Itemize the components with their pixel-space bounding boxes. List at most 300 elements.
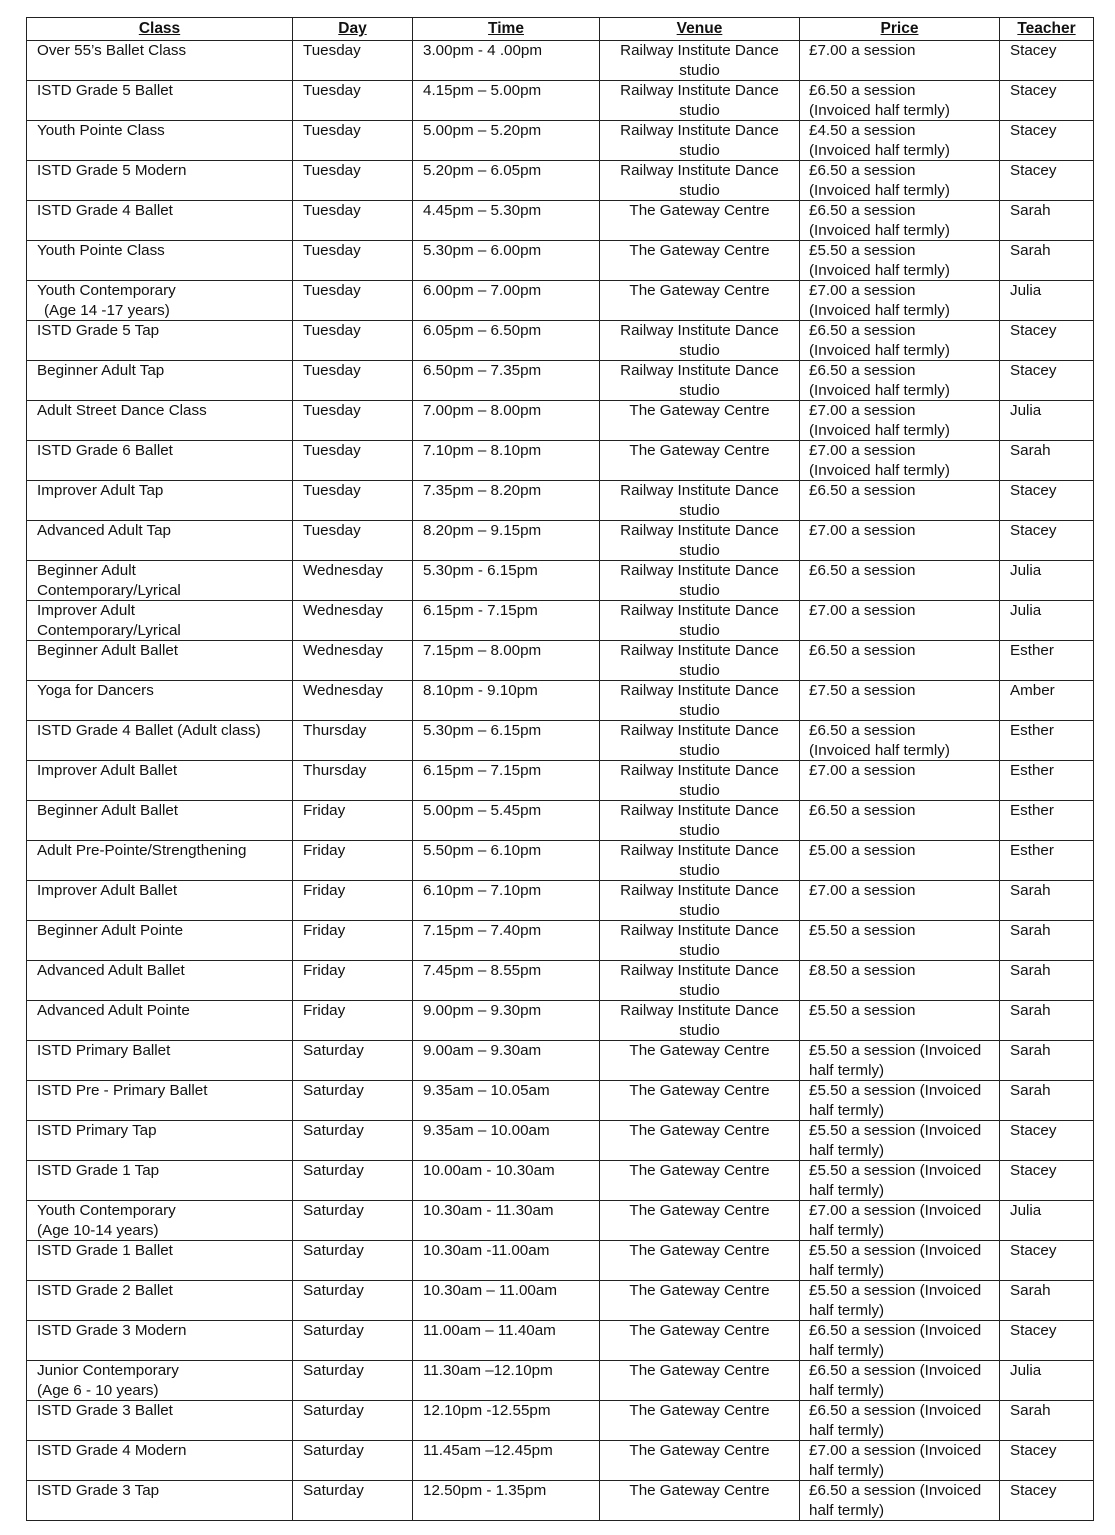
- time-cell: 5.50pm – 6.10pm: [413, 841, 600, 881]
- teacher-cell: Stacey: [1000, 361, 1094, 401]
- price-cell: [800, 481, 1000, 521]
- table-row: [27, 601, 1094, 641]
- price-cell: [800, 601, 1000, 641]
- price-cell-line: half termly): [809, 1221, 885, 1239]
- class-cell: [27, 401, 293, 441]
- venue-cell: [600, 961, 800, 1001]
- venue-cell-line: studio: [679, 101, 720, 119]
- header-time: Time: [413, 18, 600, 41]
- price-cell-line: £7.00 a session: [809, 762, 916, 779]
- day-cell: Wednesday: [293, 641, 413, 681]
- day-cell: Friday: [293, 1001, 413, 1041]
- class-cell-line: Youth Pointe Class: [37, 122, 165, 139]
- table-row: [27, 201, 1094, 241]
- teacher-cell: Esther: [1000, 761, 1094, 801]
- class-cell: [27, 801, 293, 841]
- class-cell-line: Improver Adult Ballet: [37, 762, 178, 779]
- time-cell: 9.00am – 9.30am: [413, 1041, 600, 1081]
- price-cell-line: (Invoiced half termly): [809, 741, 950, 759]
- class-cell-line: ISTD Grade 3 Modern: [37, 1322, 187, 1339]
- venue-cell: [600, 681, 800, 721]
- venue-cell-line: The Gateway Centre: [629, 242, 770, 259]
- day-cell: Tuesday: [293, 241, 413, 281]
- teacher-cell: Stacey: [1000, 1321, 1094, 1361]
- time-cell: 7.00pm – 8.00pm: [413, 401, 600, 441]
- table-row: [27, 41, 1094, 81]
- price-cell-line: £7.00 a session: [809, 442, 916, 459]
- venue-cell-line: The Gateway Centre: [629, 1042, 770, 1059]
- class-cell-line: ISTD Primary Tap: [37, 1122, 157, 1139]
- venue-cell: [600, 1441, 800, 1481]
- venue-cell: [600, 361, 800, 401]
- teacher-cell: Sarah: [1000, 1401, 1094, 1441]
- time-cell: 5.30pm - 6.15pm: [413, 561, 600, 601]
- venue-cell-line: Railway Institute Dance: [620, 762, 779, 779]
- venue-cell-line: Railway Institute Dance: [620, 562, 779, 579]
- class-cell-line: Contemporary/Lyrical: [37, 581, 181, 599]
- class-cell-line: (Age 6 - 10 years): [37, 1381, 159, 1399]
- venue-cell-line: The Gateway Centre: [629, 1362, 770, 1379]
- price-cell: [800, 201, 1000, 241]
- venue-cell-line: studio: [679, 61, 720, 79]
- table-row: [27, 241, 1094, 281]
- venue-cell-line: studio: [679, 941, 720, 959]
- table-row: [27, 1321, 1094, 1361]
- day-cell: Friday: [293, 961, 413, 1001]
- time-cell: 12.50pm - 1.35pm: [413, 1481, 600, 1521]
- price-cell-line: £5.50 a session: [809, 242, 916, 259]
- class-cell-line: Yoga for Dancers: [37, 682, 154, 699]
- price-cell-line: £7.00 a session: [809, 42, 916, 59]
- day-cell: Tuesday: [293, 41, 413, 81]
- class-cell-line: ISTD Grade 1 Tap: [37, 1162, 160, 1179]
- class-cell-line: Youth Contemporary: [37, 1202, 176, 1219]
- day-cell: Tuesday: [293, 521, 413, 561]
- price-cell: [800, 761, 1000, 801]
- day-cell: Thursday: [293, 761, 413, 801]
- teacher-cell: Sarah: [1000, 961, 1094, 1001]
- price-cell: [800, 521, 1000, 561]
- price-cell-line: (Invoiced half termly): [809, 381, 950, 399]
- time-cell: 4.15pm – 5.00pm: [413, 81, 600, 121]
- teacher-cell: Esther: [1000, 641, 1094, 681]
- day-cell: Saturday: [293, 1281, 413, 1321]
- venue-cell: [600, 201, 800, 241]
- price-cell: [800, 801, 1000, 841]
- venue-cell-line: The Gateway Centre: [629, 1122, 770, 1139]
- class-cell-line: (Age 14 -17 years): [44, 301, 170, 319]
- price-cell: [800, 361, 1000, 401]
- class-cell-line: Contemporary/Lyrical: [37, 621, 181, 639]
- header-teacher: Teacher: [1000, 18, 1094, 41]
- price-cell-line: half termly): [809, 1381, 885, 1399]
- table-row: [27, 361, 1094, 401]
- class-cell: [27, 241, 293, 281]
- teacher-cell: Julia: [1000, 401, 1094, 441]
- venue-cell: [600, 81, 800, 121]
- time-cell: 5.30pm – 6.00pm: [413, 241, 600, 281]
- day-cell: Saturday: [293, 1201, 413, 1241]
- day-cell: Friday: [293, 841, 413, 881]
- price-cell-line: £7.00 a session: [809, 602, 916, 619]
- venue-cell: [600, 1041, 800, 1081]
- table-row: [27, 1481, 1094, 1521]
- venue-cell: [600, 161, 800, 201]
- class-cell: [27, 521, 293, 561]
- price-cell-line: (Invoiced half termly): [809, 101, 950, 119]
- venue-cell-line: studio: [679, 901, 720, 919]
- teacher-cell: Stacey: [1000, 121, 1094, 161]
- class-cell: [27, 121, 293, 161]
- time-cell: 10.00am - 10.30am: [413, 1161, 600, 1201]
- venue-cell-line: Railway Institute Dance: [620, 922, 779, 939]
- venue-cell-line: studio: [679, 981, 720, 999]
- venue-cell: [600, 521, 800, 561]
- price-cell-line: half termly): [809, 1341, 885, 1359]
- table-row: [27, 481, 1094, 521]
- day-cell: Tuesday: [293, 121, 413, 161]
- day-cell: Wednesday: [293, 561, 413, 601]
- price-cell: [800, 121, 1000, 161]
- venue-cell-line: studio: [679, 861, 720, 879]
- class-cell-line: (Age 10-14 years): [37, 1221, 159, 1239]
- price-cell-line: £5.00 a session: [809, 842, 916, 859]
- table-row: [27, 961, 1094, 1001]
- teacher-cell: Stacey: [1000, 1441, 1094, 1481]
- teacher-cell: Stacey: [1000, 1481, 1094, 1521]
- teacher-cell: Sarah: [1000, 1041, 1094, 1081]
- class-cell: [27, 681, 293, 721]
- price-cell-line: £8.50 a session: [809, 962, 916, 979]
- header-class: Class: [27, 18, 293, 41]
- venue-cell-line: The Gateway Centre: [629, 1202, 770, 1219]
- class-cell-line: Youth Pointe Class: [37, 242, 165, 259]
- price-cell-line: £5.50 a session (Invoiced: [809, 1162, 982, 1179]
- price-cell-line: £7.00 a session: [809, 282, 916, 299]
- day-cell: Tuesday: [293, 481, 413, 521]
- table-row: [27, 1201, 1094, 1241]
- table-row: [27, 281, 1094, 321]
- price-cell: [800, 441, 1000, 481]
- price-cell: [800, 841, 1000, 881]
- class-cell: [27, 1121, 293, 1161]
- venue-cell-line: Railway Institute Dance: [620, 82, 779, 99]
- day-cell: Tuesday: [293, 161, 413, 201]
- venue-cell: [600, 441, 800, 481]
- price-cell: [800, 1481, 1000, 1521]
- price-cell-line: £6.50 a session (Invoiced: [809, 1482, 982, 1499]
- day-cell: Saturday: [293, 1241, 413, 1281]
- teacher-cell: Sarah: [1000, 1281, 1094, 1321]
- table-row: [27, 1241, 1094, 1281]
- venue-cell: [600, 1481, 800, 1521]
- class-cell-line: ISTD Grade 3 Ballet: [37, 1402, 173, 1419]
- venue-cell-line: The Gateway Centre: [629, 202, 770, 219]
- price-cell: [800, 641, 1000, 681]
- class-cell: [27, 1481, 293, 1521]
- header-day: Day: [293, 18, 413, 41]
- venue-cell-line: Railway Institute Dance: [620, 682, 779, 699]
- class-cell-line: Over 55’s Ballet Class: [37, 42, 187, 59]
- venue-cell-line: studio: [679, 781, 720, 799]
- teacher-cell: Esther: [1000, 721, 1094, 761]
- time-cell: 10.30am – 11.00am: [413, 1281, 600, 1321]
- venue-cell-line: studio: [679, 541, 720, 559]
- table-row: [27, 441, 1094, 481]
- time-cell: 5.00pm – 5.45pm: [413, 801, 600, 841]
- table-row: [27, 1361, 1094, 1401]
- price-cell-line: £6.50 a session: [809, 202, 916, 219]
- teacher-cell: Sarah: [1000, 881, 1094, 921]
- class-cell: [27, 441, 293, 481]
- venue-cell: [600, 1241, 800, 1281]
- class-cell: [27, 561, 293, 601]
- table-row: [27, 1001, 1094, 1041]
- table-row: [27, 561, 1094, 601]
- teacher-cell: Amber: [1000, 681, 1094, 721]
- venue-cell: [600, 921, 800, 961]
- teacher-cell: Esther: [1000, 801, 1094, 841]
- venue-cell: [600, 401, 800, 441]
- table-row: [27, 161, 1094, 201]
- teacher-cell: Sarah: [1000, 201, 1094, 241]
- venue-cell-line: studio: [679, 141, 720, 159]
- price-cell-line: (Invoiced half termly): [809, 341, 950, 359]
- teacher-cell: Sarah: [1000, 241, 1094, 281]
- price-cell: [800, 1281, 1000, 1321]
- venue-cell: [600, 601, 800, 641]
- class-cell-line: ISTD Pre - Primary Ballet: [37, 1082, 208, 1099]
- venue-cell: [600, 561, 800, 601]
- venue-cell-line: Railway Institute Dance: [620, 842, 779, 859]
- time-cell: 4.45pm – 5.30pm: [413, 201, 600, 241]
- venue-cell-line: The Gateway Centre: [629, 1162, 770, 1179]
- venue-cell: [600, 1121, 800, 1161]
- venue-cell-line: studio: [679, 1021, 720, 1039]
- table-row: [27, 1401, 1094, 1441]
- class-cell: [27, 1001, 293, 1041]
- teacher-cell: Sarah: [1000, 1081, 1094, 1121]
- venue-cell-line: Railway Institute Dance: [620, 482, 779, 499]
- class-cell: [27, 1361, 293, 1401]
- venue-cell-line: studio: [679, 181, 720, 199]
- price-cell-line: £7.00 a session (Invoiced: [809, 1442, 982, 1459]
- venue-cell-line: Railway Institute Dance: [620, 322, 779, 339]
- day-cell: Tuesday: [293, 401, 413, 441]
- price-cell-line: £4.50 a session: [809, 122, 916, 139]
- price-cell-line: £7.00 a session: [809, 882, 916, 899]
- venue-cell: [600, 761, 800, 801]
- time-cell: 3.00pm - 4 .00pm: [413, 41, 600, 81]
- class-cell-line: Adult Street Dance Class: [37, 402, 207, 419]
- price-cell: [800, 881, 1000, 921]
- venue-cell-line: studio: [679, 661, 720, 679]
- class-cell-line: ISTD Primary Ballet: [37, 1042, 171, 1059]
- class-cell: [27, 1201, 293, 1241]
- day-cell: Saturday: [293, 1361, 413, 1401]
- day-cell: Tuesday: [293, 441, 413, 481]
- header-venue: Venue: [600, 18, 800, 41]
- venue-cell: [600, 241, 800, 281]
- table-row: [27, 881, 1094, 921]
- venue-cell-line: studio: [679, 381, 720, 399]
- venue-cell: [600, 881, 800, 921]
- venue-cell: [600, 721, 800, 761]
- day-cell: Saturday: [293, 1161, 413, 1201]
- day-cell: Friday: [293, 921, 413, 961]
- day-cell: Friday: [293, 881, 413, 921]
- time-cell: 6.15pm – 7.15pm: [413, 761, 600, 801]
- class-cell-line: Beginner Adult: [37, 562, 136, 579]
- venue-cell-line: Railway Institute Dance: [620, 362, 779, 379]
- day-cell: Tuesday: [293, 361, 413, 401]
- price-cell: [800, 1241, 1000, 1281]
- time-cell: 10.30am -11.00am: [413, 1241, 600, 1281]
- venue-cell: [600, 1201, 800, 1241]
- price-cell: [800, 1361, 1000, 1401]
- price-cell: [800, 1081, 1000, 1121]
- class-cell-line: Improver Adult Tap: [37, 482, 164, 499]
- teacher-cell: Stacey: [1000, 81, 1094, 121]
- venue-cell: [600, 1361, 800, 1401]
- teacher-cell: Stacey: [1000, 1161, 1094, 1201]
- table-row: [27, 1281, 1094, 1321]
- class-cell-line: ISTD Grade 6 Ballet: [37, 442, 173, 459]
- class-cell: [27, 481, 293, 521]
- class-cell-line: ISTD Grade 4 Ballet (Adult class): [37, 722, 261, 739]
- teacher-cell: Stacey: [1000, 161, 1094, 201]
- venue-cell: [600, 481, 800, 521]
- class-cell-line: ISTD Grade 2 Ballet: [37, 1282, 173, 1299]
- time-cell: 6.15pm - 7.15pm: [413, 601, 600, 641]
- price-cell: [800, 1441, 1000, 1481]
- class-cell: [27, 1081, 293, 1121]
- class-cell: [27, 721, 293, 761]
- teacher-cell: Stacey: [1000, 1241, 1094, 1281]
- class-cell-line: ISTD Grade 1 Ballet: [37, 1242, 173, 1259]
- time-cell: 8.10pm - 9.10pm: [413, 681, 600, 721]
- venue-cell-line: The Gateway Centre: [629, 282, 770, 299]
- price-cell-line: half termly): [809, 1141, 885, 1159]
- class-cell-line: Beginner Adult Tap: [37, 362, 165, 379]
- table-row: [27, 801, 1094, 841]
- price-cell-line: half termly): [809, 1501, 885, 1519]
- time-cell: 11.00am – 11.40am: [413, 1321, 600, 1361]
- venue-cell-line: The Gateway Centre: [629, 402, 770, 419]
- venue-cell-line: Railway Institute Dance: [620, 962, 779, 979]
- price-cell: [800, 1401, 1000, 1441]
- price-cell-line: £5.50 a session (Invoiced: [809, 1282, 982, 1299]
- time-cell: 5.00pm – 5.20pm: [413, 121, 600, 161]
- venue-cell-line: Railway Institute Dance: [620, 42, 779, 59]
- venue-cell-line: studio: [679, 741, 720, 759]
- venue-cell-line: Railway Institute Dance: [620, 722, 779, 739]
- time-cell: 6.50pm – 7.35pm: [413, 361, 600, 401]
- table-row: [27, 921, 1094, 961]
- price-cell-line: £6.50 a session: [809, 82, 916, 99]
- teacher-cell: Esther: [1000, 841, 1094, 881]
- class-cell-line: Advanced Adult Tap: [37, 522, 171, 539]
- price-cell: [800, 1161, 1000, 1201]
- class-cell: [27, 1041, 293, 1081]
- class-cell: [27, 1321, 293, 1361]
- time-cell: 10.30am - 11.30am: [413, 1201, 600, 1241]
- day-cell: Wednesday: [293, 681, 413, 721]
- price-cell-line: £6.50 a session: [809, 482, 916, 499]
- class-cell: [27, 761, 293, 801]
- time-cell: 6.10pm – 7.10pm: [413, 881, 600, 921]
- time-cell: 8.20pm – 9.15pm: [413, 521, 600, 561]
- time-cell: 9.35am – 10.05am: [413, 1081, 600, 1121]
- teacher-cell: Sarah: [1000, 441, 1094, 481]
- class-cell-line: Adult Pre-Pointe/Strengthening: [37, 842, 247, 859]
- teacher-cell: Julia: [1000, 1361, 1094, 1401]
- price-cell-line: half termly): [809, 1181, 885, 1199]
- price-cell-line: £6.50 a session: [809, 322, 916, 339]
- price-cell-line: (Invoiced half termly): [809, 141, 950, 159]
- price-cell: [800, 921, 1000, 961]
- price-cell: [800, 1001, 1000, 1041]
- class-cell: [27, 921, 293, 961]
- time-cell: 5.20pm – 6.05pm: [413, 161, 600, 201]
- day-cell: Tuesday: [293, 321, 413, 361]
- class-timetable: [26, 17, 1094, 1521]
- class-cell: [27, 1161, 293, 1201]
- day-cell: Saturday: [293, 1401, 413, 1441]
- day-cell: Saturday: [293, 1481, 413, 1521]
- day-cell: Saturday: [293, 1081, 413, 1121]
- class-cell-line: ISTD Grade 4 Ballet: [37, 202, 173, 219]
- price-cell-line: £7.00 a session: [809, 402, 916, 419]
- venue-cell: [600, 1321, 800, 1361]
- class-cell-line: Beginner Adult Pointe: [37, 922, 184, 939]
- class-cell: [27, 1241, 293, 1281]
- teacher-cell: Stacey: [1000, 481, 1094, 521]
- price-cell-line: half termly): [809, 1261, 885, 1279]
- class-cell: [27, 1441, 293, 1481]
- venue-cell: [600, 1401, 800, 1441]
- price-cell-line: £5.50 a session: [809, 1002, 916, 1019]
- time-cell: 7.15pm – 7.40pm: [413, 921, 600, 961]
- time-cell: 9.35am – 10.00am: [413, 1121, 600, 1161]
- venue-cell-line: The Gateway Centre: [629, 442, 770, 459]
- table-row: [27, 721, 1094, 761]
- price-cell-line: £6.50 a session: [809, 802, 916, 819]
- class-cell-line: Improver Adult Ballet: [37, 882, 178, 899]
- venue-cell-line: The Gateway Centre: [629, 1442, 770, 1459]
- time-cell: 7.45pm – 8.55pm: [413, 961, 600, 1001]
- venue-cell-line: The Gateway Centre: [629, 1402, 770, 1419]
- price-cell-line: £5.50 a session (Invoiced: [809, 1042, 982, 1059]
- time-cell: 7.15pm – 8.00pm: [413, 641, 600, 681]
- teacher-cell: Julia: [1000, 601, 1094, 641]
- class-cell-line: ISTD Grade 4 Modern: [37, 1442, 187, 1459]
- class-cell-line: Beginner Adult Ballet: [37, 642, 179, 659]
- time-cell: 7.10pm – 8.10pm: [413, 441, 600, 481]
- class-cell: [27, 41, 293, 81]
- price-cell-line: £6.50 a session: [809, 562, 916, 579]
- venue-cell-line: studio: [679, 341, 720, 359]
- day-cell: Tuesday: [293, 281, 413, 321]
- class-cell-line: ISTD Grade 3 Tap: [37, 1482, 160, 1499]
- price-cell-line: half termly): [809, 1061, 885, 1079]
- table-row: [27, 1161, 1094, 1201]
- time-cell: 5.30pm – 6.15pm: [413, 721, 600, 761]
- price-cell-line: half termly): [809, 1421, 885, 1439]
- day-cell: Wednesday: [293, 601, 413, 641]
- day-cell: Saturday: [293, 1121, 413, 1161]
- venue-cell-line: Railway Institute Dance: [620, 642, 779, 659]
